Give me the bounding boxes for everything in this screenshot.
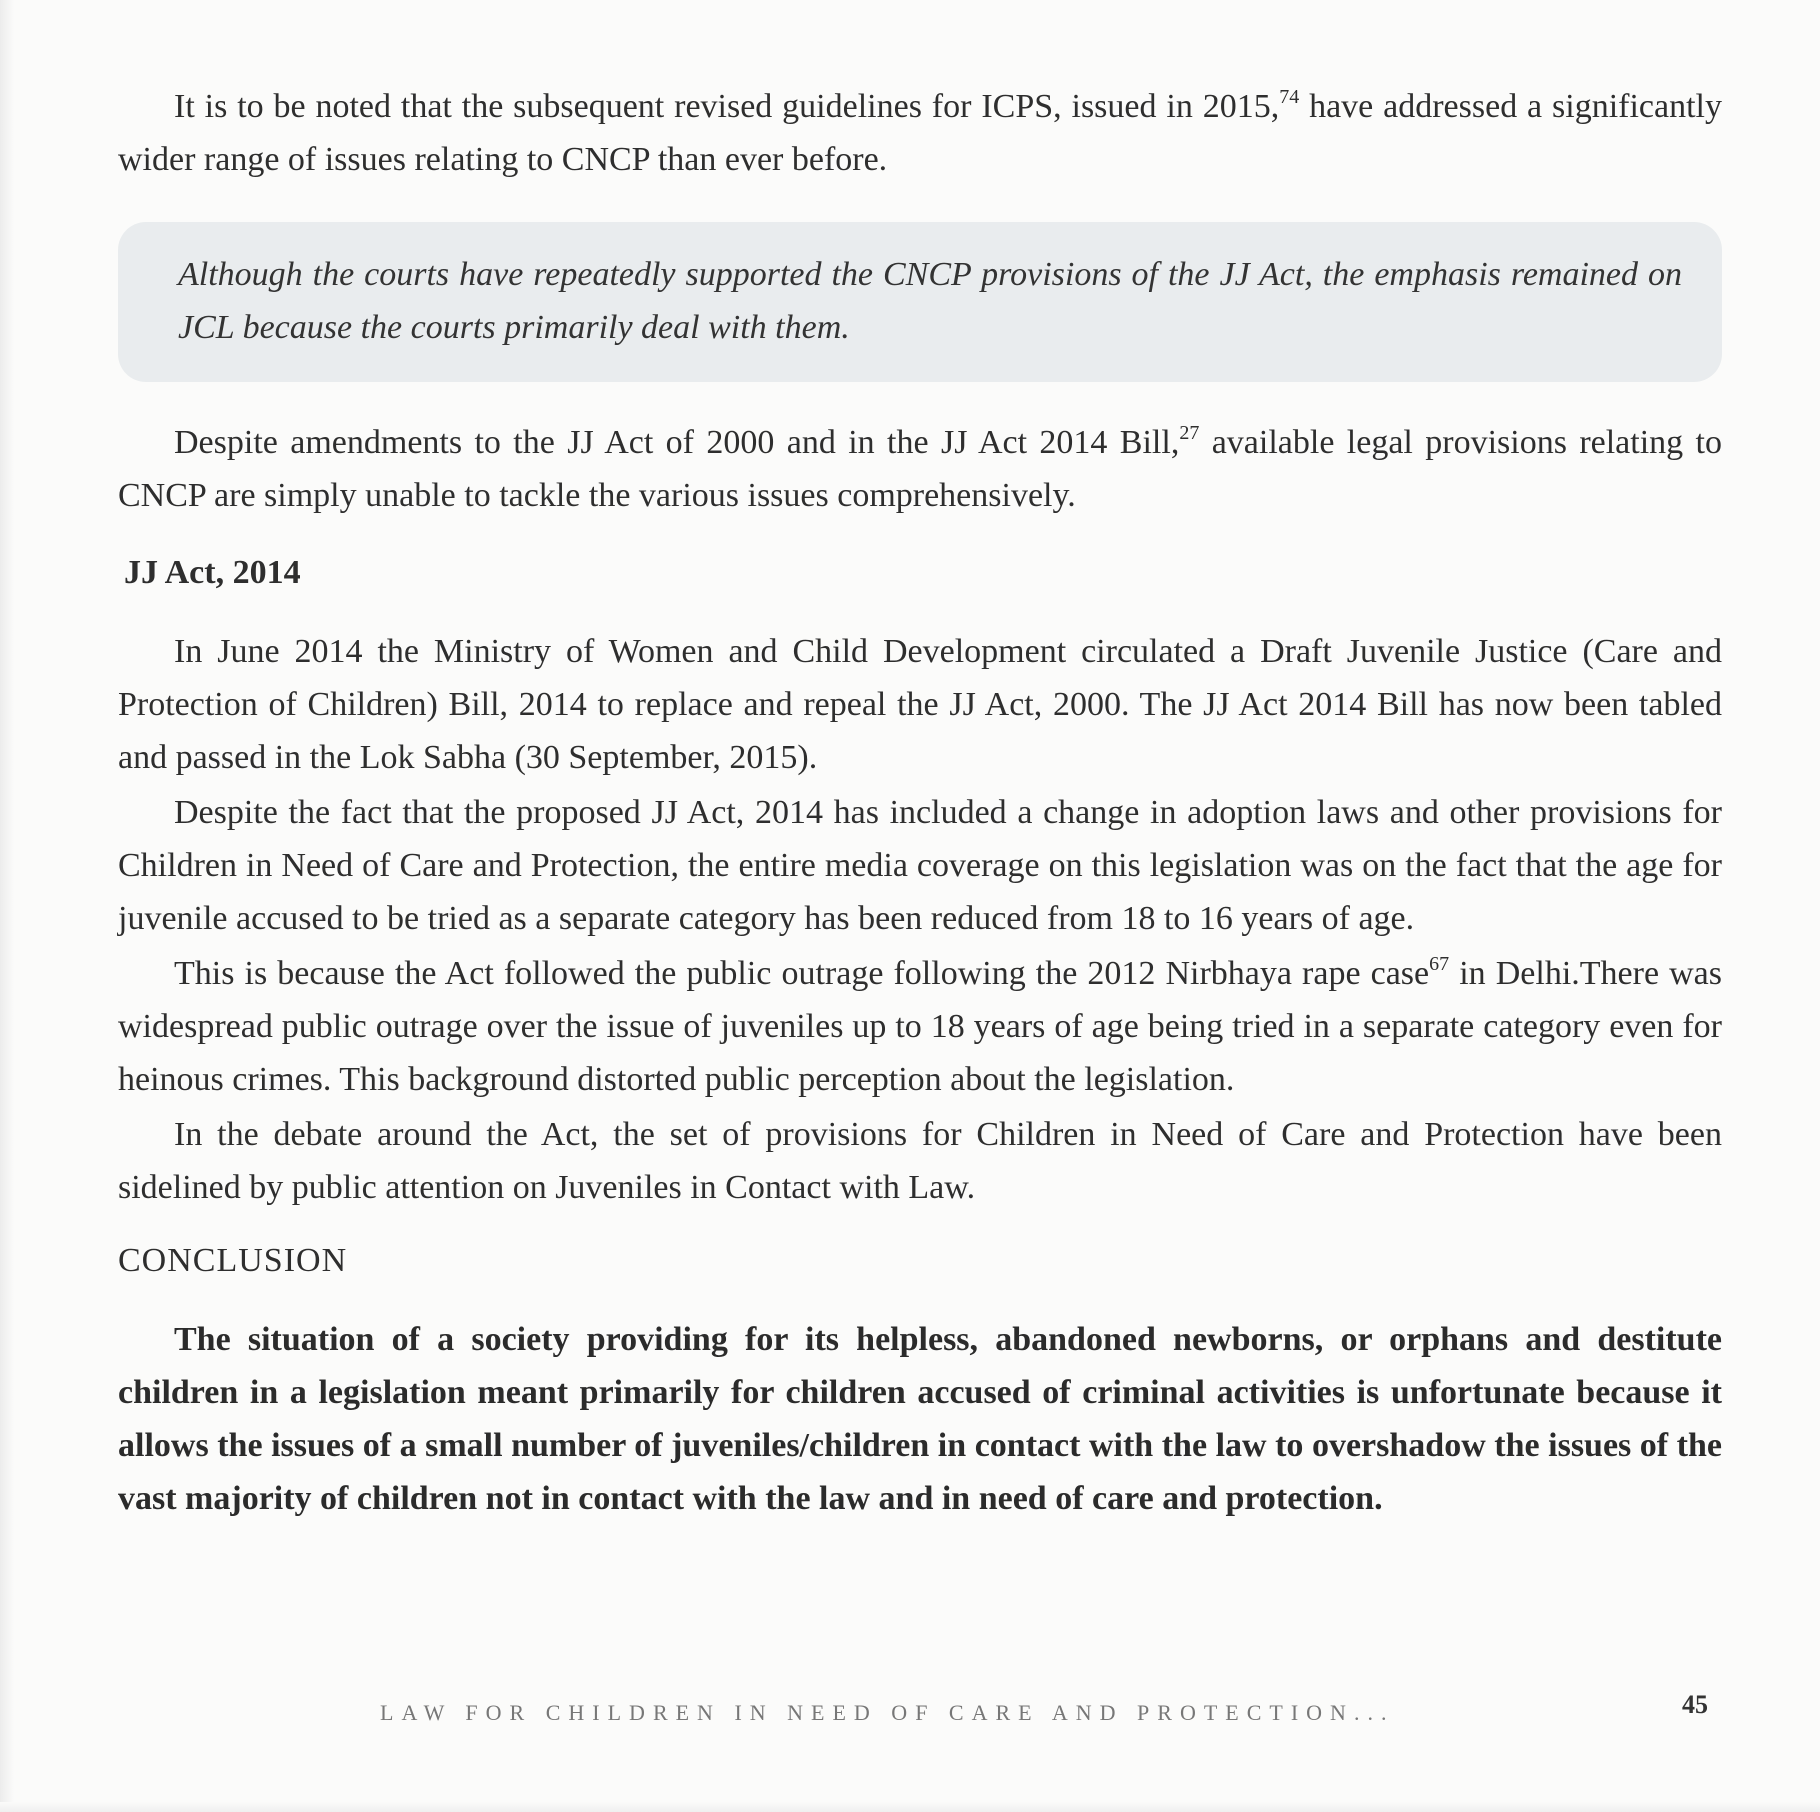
- paragraph-text: Despite amendments to the JJ Act of 2000 and in the JJ Act 2014 Bill,: [174, 424, 1180, 461]
- page-content: [118, 80, 1722, 1525]
- paragraph-text: have addressed a significantly wider range of issues relating to CNCP than ever before.: [118, 88, 1722, 178]
- footnote-ref: 27: [1179, 422, 1200, 444]
- paragraph-text: This is because the Act followed the public outrage following the 2012 Nirbhaya rape case: [174, 955, 1430, 992]
- running-footer: LAW FOR CHILDREN IN NEED OF CARE AND PROTECTION...: [380, 1700, 1395, 1725]
- paragraph-amendments: [118, 416, 1722, 522]
- paragraph-media-coverage: Despite the fact that the proposed JJ Act, 2014 has included a change in adoption laws and other provisions for Children in Need of Care and Protection, the entire media coverage on this legislation was on the fact that the age for juvenile accused to be tried as a separate category has been reduced from 18 to 16 years of age.: [118, 794, 1722, 937]
- footnote-ref: 67: [1429, 953, 1450, 975]
- page-number: 45: [1682, 1690, 1708, 1719]
- scan-edge-left: [0, 0, 14, 1812]
- conclusion-heading: CONCLUSION: [118, 1242, 348, 1279]
- paragraph-debate: In the debate around the Act, the set of provisions for Children in Need of Care and Protection have been sidelined by public attention on Juveniles in Contact with Law.: [118, 1116, 1722, 1206]
- conclusion-text: The situation of a society providing for its helpless, abandoned newborns, or orphans and destitute children in a legislation meant primarily for children accused of criminal activities is unfortunate because it allows the issues of a small number of juveniles/children in contact with the law to overshadow the issues of the vast majority of children not in contact with the law and in need of care and protection.: [118, 1321, 1722, 1517]
- callout-text: Although the courts have repeatedly supported the CNCP provisions of the JJ Act, the emphasis remained on JCL because the courts primarily deal with them.: [178, 256, 1682, 346]
- footnote-ref: 74: [1279, 86, 1300, 108]
- scan-edge-bottom: [0, 1802, 1820, 1812]
- paragraph-public-outrage: [118, 947, 1722, 1106]
- paragraph-icps-guidelines: [118, 80, 1722, 186]
- paragraph-text: It is to be noted that the subsequent revised guidelines for ICPS, issued in 2015,: [174, 88, 1280, 125]
- paragraph-text: available legal provisions relating to CNCP are simply unable to tackle the various issues comprehensively.: [118, 424, 1722, 514]
- section-heading: JJ Act, 2014: [124, 554, 301, 591]
- callout-box: [118, 222, 1722, 382]
- paragraph-text: in Delhi.There was widespread public outrage over the issue of juveniles up to 18 years of age being tried in a separate category even for heinous crimes. This background distorted public perception about the legislation.: [118, 955, 1722, 1098]
- paragraph-june-2014: In June 2014 the Ministry of Women and Child Development circulated a Draft Juvenile Justice (Care and Protection of Children) Bill, 2014 to replace and repeal the JJ Act, 2000. The JJ Act 2014 Bill has now been tabled and passed in the Lok Sabha (30 September, 2015).: [118, 633, 1722, 776]
